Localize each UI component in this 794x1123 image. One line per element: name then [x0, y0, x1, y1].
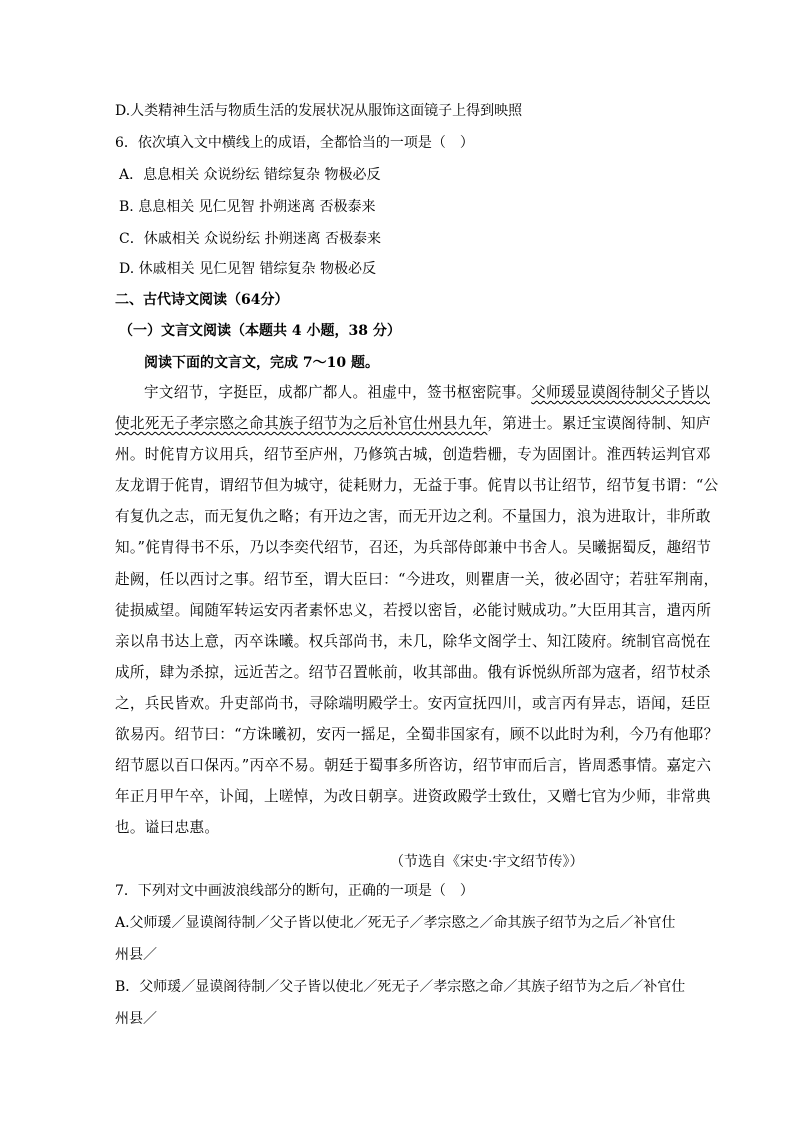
q6-stem: 6．依次填入文中横线上的成语，全都恰当的一项是（ ）: [115, 135, 474, 151]
section-title: 二、古代诗文阅读（64分）: [115, 292, 289, 308]
passage-line: 徒损威望。闻随军转运安丙者素怀忠义，若授以密旨，必能讨贼成功。”大臣用其言，遣丙所: [115, 601, 712, 619]
q6-option-d: D. 休戚相关 见仁见智 错综复杂 物极必反: [119, 261, 376, 277]
passage-line: 知。”侂胄得书不乐，乃以李奕代绍节，召还，为兵部侍郎兼中书舍人。吴曦据蜀反，趣绍节: [115, 539, 712, 557]
wavy-underlined-text: 使北死无子孝宗愍之命其族子绍节为之后补官仕州县九年: [115, 415, 488, 433]
q5-option-d: D.人类精神生活与物质生活的发展状况从服饰这面镜子上得到映照: [115, 103, 523, 119]
q6-option-c: C．休戚相关 众说纷纭 扑朔迷离 否极泰来: [119, 231, 382, 247]
passage-line: 有复仇之志，而无复仇之略；有开边之害，而无开边之利。不量国力，浪为进取计，非所敢: [115, 508, 711, 526]
wavy-underlined-text: 父师瑗显谟阁待制父子皆以: [531, 384, 710, 401]
passage-line: 也。谥曰忠惠。: [115, 819, 220, 837]
passage-line: 赴阙，任以西讨之事。绍节至，谓大臣曰：“今进攻，则瞿唐一关，彼必固守；若驻军荆南，: [115, 570, 719, 588]
passage-line: 州。时侂胄方议用兵，绍节至庐州，乃修筑古城，创造砦栅，专为固圉计。淮西转运判官邓: [115, 446, 711, 464]
q6-option-b: B. 息息相关 见仁见智 扑朔迷离 否极泰来: [119, 199, 376, 215]
passage-line: 年正月甲午卒，讣闻，上嗟悼，为改日朝享。进资政殿学士致仕，又赠七官为少师，非常典: [115, 788, 711, 806]
q6-option-a: A．息息相关 众说纷纭 错综复杂 物极必反: [119, 167, 381, 183]
q7-option-b: B．父师瑗／显谟阁待制／父子皆以使北／死无子／孝宗愍之命／其族子绍节为之后／补官仕: [115, 979, 686, 995]
passage-line: 宇文绍节，字挺臣，成都广都人。祖虚中，签书枢密院事。父师瑗显谟阁待制父子皆以: [144, 384, 710, 401]
q7-stem: 7．下列对文中画波浪线部分的断句，正确的一项是（ ）: [115, 883, 474, 899]
passage-line: 欲易丙。绍节曰：“方诛曦初，安丙一摇足，全蜀非国家有，顾不以此时为利，今乃有他耶？: [115, 726, 719, 744]
passage-line: 使北死无子孝宗愍之命其族子绍节为之后补官仕州县九年，第进士。累迁宝谟阁待制、知庐: [115, 415, 711, 433]
q7-option-a: A.父师瑗／显谟阁待制／父子皆以使北／死无子／孝宗愍之／命其族子绍节为之后／补官仕: [115, 915, 676, 931]
subsection-title: （一）文言文阅读（本题共 4 小题，38 分）: [119, 323, 401, 339]
passage-line: 友龙谓于侂胄，谓绍节但为城守，徒耗财力，无益于事。侂胄以书让绍节，绍节复书谓：“公: [115, 477, 719, 495]
passage-line: 亲以帛书达上意，丙卒诛曦。权兵部尚书，未几，除华文阁学士、知江陵府。统制官高悦在: [115, 632, 711, 650]
classical-passage: [115, 377, 719, 843]
q7-option-b-cont: 州县／: [115, 1011, 157, 1027]
reading-instruction: 阅读下面的文言文，完成 7～10 题。: [144, 355, 379, 371]
passage-line: 之，兵民皆欢。升吏部尚书，寻除端明殿学士。安丙宣抚四川，或言丙有异志，语闻，廷臣: [115, 694, 711, 712]
q7-option-a-cont: 州县／: [115, 947, 157, 963]
passage-source: （节选自《宋史·宇文绍节传》）: [390, 854, 584, 870]
passage-line: 绍节愿以百口保丙。”丙卒不易。朝廷于蜀事多所咨访，绍节审而后言，皆周悉事情。嘉定六: [115, 757, 712, 775]
passage-line: 成所，肆为杀掠，远近苦之。绍节召置帐前，收其部曲。俄有诉悦纵所部为寇者，绍节杖杀: [115, 663, 711, 681]
